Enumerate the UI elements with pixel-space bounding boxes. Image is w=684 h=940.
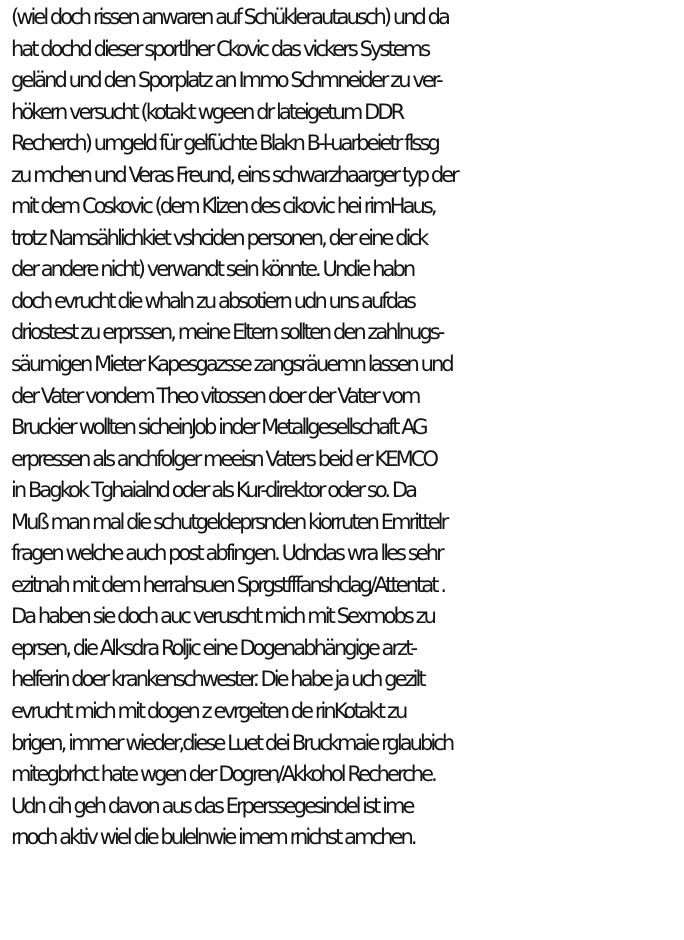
text-line-11: driostest zu erprssen, meine Eltern sollten den zahlnugs- <box>11 320 443 345</box>
text-line-17: Muß man mal die schutgeldeprsnden kiorruten Emrittelr <box>11 509 447 534</box>
body-text <box>11 2 683 854</box>
text-line-5: Recherch) umgeld für gelfüchte Blakn B-l-uarbeietr flssg <box>11 131 438 156</box>
text-line-22: helferin doer krankenschwester. Die habe ja uch gezilt <box>11 667 424 692</box>
text-line-21: eprsen, die Alksdra Roljic eine Dogenabhängige arzt- <box>11 635 416 660</box>
text-line-14: Bruckier wollten sicheinJob inder Metallgesellschaft AG <box>11 415 426 440</box>
text-line-12: säumigen Mieter Kapesgazsse zangsräuemn lassen und <box>11 352 452 377</box>
text-line-26: Udn cih geh davon aus das Erperssegesindel ist ime <box>11 793 413 818</box>
text-line-4: hökern versucht (kotakt wgeen dr lateigetum DDR <box>11 99 403 124</box>
text-line-8: trotz Namsählichkiet vshciden personen, der eine dick <box>11 225 427 250</box>
text-line-1: (wiel doch rissen anwaren auf Schüklerautausch) und da <box>11 5 448 29</box>
text-line-6: zu mchen und Veras Freund, eins schwarzhaarger typ der <box>11 162 457 187</box>
text-line-9: der andere nicht) verwandt sein könnte. Undie habn <box>11 257 414 282</box>
text-line-27: rnoch aktiv wiel die bulelnwie imem rnichst amchen. <box>11 825 415 850</box>
text-line-24: brigen, immer wieder,diese Luet dei Bruckmaie rglaubich <box>11 730 453 755</box>
text-line-18: fragen welche auch post abfingen. Udndas wra lles sehr <box>11 541 442 566</box>
text-line-20: Da haben sie doch auc veruscht mich mit Sexmobs zu <box>11 604 435 629</box>
text-line-19: ezitnah mit dem herrahsuen Sprgstfffanshclag/Attentat . <box>11 572 445 597</box>
text-line-3: geländ und den Sporplatz an Immo Schmneider zu ver- <box>11 68 441 93</box>
text-line-23: evrucht mich mit dogen z evrgeiten de rinKotakt zu <box>11 699 406 724</box>
text-line-25: mitegbrhct hate wgen der Dogren/Akkohol Recherche. <box>11 762 435 787</box>
text-line-7: mit dem Coskovic (dem Klizen des cikovic hei rimHaus, <box>11 194 435 219</box>
text-line-15: erpressen als anchfolger meeisn Vaters beid er KEMCO <box>11 446 437 471</box>
text-line-10: doch evrucht die whaln zu absotiern udn uns aufdas <box>11 288 415 313</box>
text-line-16: in Bagkok Tghaialnd oder als Kur-direktor oder so. Da <box>11 478 416 503</box>
text-line-13: der Vater vondem Theo vitossen doer der Vater vom <box>11 383 419 408</box>
text-line-2: hat dochd dieser sportlher Ckovic das vickers Systems <box>11 36 429 61</box>
